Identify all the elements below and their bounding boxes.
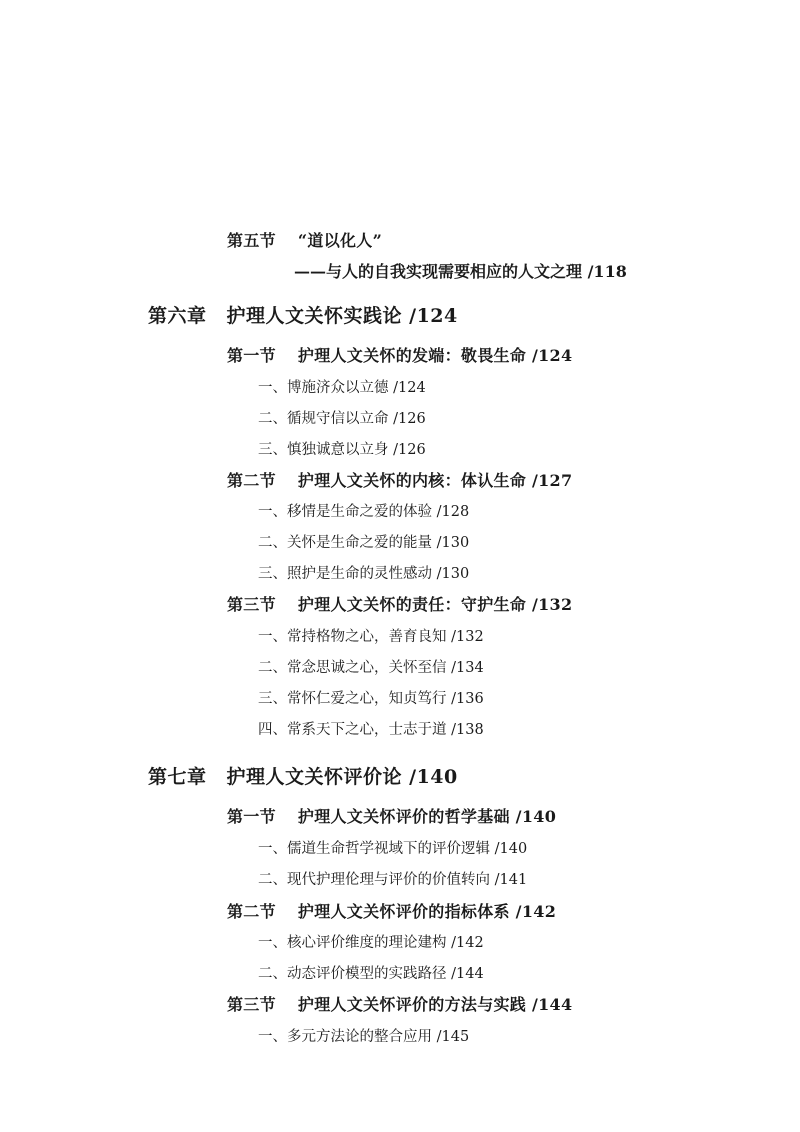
entry-page: /127 bbox=[526, 471, 573, 490]
entry-label: 第六章 bbox=[148, 305, 207, 327]
entry-label: 第一节 bbox=[227, 807, 276, 826]
entry-title: 护理人文关怀评价论 bbox=[226, 766, 403, 788]
entry-title: 二、常念思诚之心，关怀至信 bbox=[258, 660, 447, 676]
entry-title: 三、照护是生命的灵性感动 bbox=[258, 566, 432, 582]
entry-page: /124 bbox=[526, 346, 573, 365]
entry-title: 二、循规守信以立命 bbox=[258, 411, 389, 427]
entry-title: 一、常持格物之心，善育良知 bbox=[258, 629, 447, 645]
entry-label: 第二节 bbox=[227, 471, 276, 490]
entry-page: /140 bbox=[490, 841, 528, 857]
toc-section-entry bbox=[227, 343, 572, 366]
toc-sub-entry bbox=[258, 931, 484, 952]
entry-page: /134 bbox=[446, 660, 484, 676]
toc-sub-entry bbox=[258, 837, 527, 858]
entry-page: /138 bbox=[446, 722, 484, 738]
entry-page: /132 bbox=[526, 595, 573, 614]
entry-label: 第二节 bbox=[227, 902, 276, 921]
entry-title: 一、博施济众以立德 bbox=[258, 380, 389, 396]
toc-sub-entry bbox=[258, 687, 484, 708]
entry-page: /132 bbox=[446, 629, 484, 645]
toc-sub-entry bbox=[258, 656, 484, 677]
entry-page: /130 bbox=[432, 566, 470, 582]
toc-section-entry bbox=[227, 468, 572, 491]
entry-title: 护理人文关怀的发端：敬畏生命 bbox=[297, 346, 527, 365]
entry-label: 第三节 bbox=[227, 595, 276, 614]
entry-page: /140 bbox=[402, 766, 458, 788]
entry-title: 护理人文关怀实践论 bbox=[226, 305, 403, 327]
entry-label: 第七章 bbox=[148, 766, 207, 788]
toc-chapter-entry bbox=[148, 301, 458, 328]
entry-title: 三、慎独诚意以立身 bbox=[258, 442, 389, 458]
entry-page: /144 bbox=[526, 995, 573, 1014]
toc-section-entry bbox=[227, 992, 572, 1015]
entry-title: 一、移情是生命之爱的体验 bbox=[258, 504, 432, 520]
toc-sub-entry bbox=[258, 500, 469, 521]
toc-sub-entry bbox=[258, 962, 484, 983]
entry-page: /130 bbox=[432, 535, 470, 551]
entry-title: 二、关怀是生命之爱的能量 bbox=[258, 535, 432, 551]
entry-title: ——与人的自我实现需要相应的人文之理 bbox=[294, 262, 583, 281]
toc-chapter-entry bbox=[148, 762, 458, 789]
entry-page: /142 bbox=[509, 902, 557, 921]
entry-title: 四、常系天下之心，士志于道 bbox=[258, 722, 447, 738]
entry-title: 一、多元方法论的整合应用 bbox=[258, 1029, 432, 1045]
toc-sub-entry bbox=[258, 531, 469, 552]
toc-sub-entry bbox=[258, 1025, 469, 1046]
entry-page: /128 bbox=[432, 504, 470, 520]
toc-sub-entry bbox=[258, 562, 469, 583]
entry-page: /144 bbox=[446, 966, 484, 982]
toc-sub-entry bbox=[258, 625, 484, 646]
toc-section-entry bbox=[227, 228, 382, 251]
entry-title: 护理人文关怀的内核：体认生命 bbox=[297, 471, 527, 490]
toc-sub-entry bbox=[258, 407, 426, 428]
entry-page: /141 bbox=[490, 872, 528, 888]
entry-page: /126 bbox=[388, 411, 426, 427]
toc-sub-entry bbox=[258, 438, 426, 459]
entry-page: /142 bbox=[446, 935, 484, 951]
entry-title: 二、动态评价模型的实践路径 bbox=[258, 966, 447, 982]
entry-title: 三、常怀仁爱之心，知贞笃行 bbox=[258, 691, 447, 707]
entry-page: /124 bbox=[402, 305, 458, 327]
entry-title: 护理人文关怀评价的方法与实践 bbox=[297, 995, 527, 1014]
entry-title: 一、核心评价维度的理论建构 bbox=[258, 935, 447, 951]
toc-section-entry bbox=[227, 804, 556, 827]
entry-page: /124 bbox=[388, 380, 426, 396]
toc-subtitle-continuation bbox=[294, 259, 627, 282]
entry-page: /118 bbox=[582, 262, 627, 281]
toc-sub-entry bbox=[258, 718, 484, 739]
entry-title: 一、儒道生命哲学视域下的评价逻辑 bbox=[258, 841, 490, 857]
entry-title: 二、现代护理伦理与评价的价值转向 bbox=[258, 872, 490, 888]
toc-section-entry bbox=[227, 899, 556, 922]
entry-label: 第一节 bbox=[227, 346, 276, 365]
entry-title: 护理人文关怀评价的指标体系 bbox=[297, 902, 510, 921]
toc-sub-entry bbox=[258, 868, 527, 889]
entry-page: /145 bbox=[432, 1029, 470, 1045]
entry-title: 护理人文关怀的责任：守护生命 bbox=[297, 595, 527, 614]
entry-title: 护理人文关怀评价的哲学基础 bbox=[297, 807, 510, 826]
entry-page: /126 bbox=[388, 442, 426, 458]
entry-label: 第五节 bbox=[227, 231, 276, 250]
entry-title: “道以化人” bbox=[297, 231, 383, 250]
entry-label: 第三节 bbox=[227, 995, 276, 1014]
toc-sub-entry bbox=[258, 376, 426, 397]
toc-section-entry bbox=[227, 592, 572, 615]
entry-page: /140 bbox=[509, 807, 557, 826]
entry-page: /136 bbox=[446, 691, 484, 707]
